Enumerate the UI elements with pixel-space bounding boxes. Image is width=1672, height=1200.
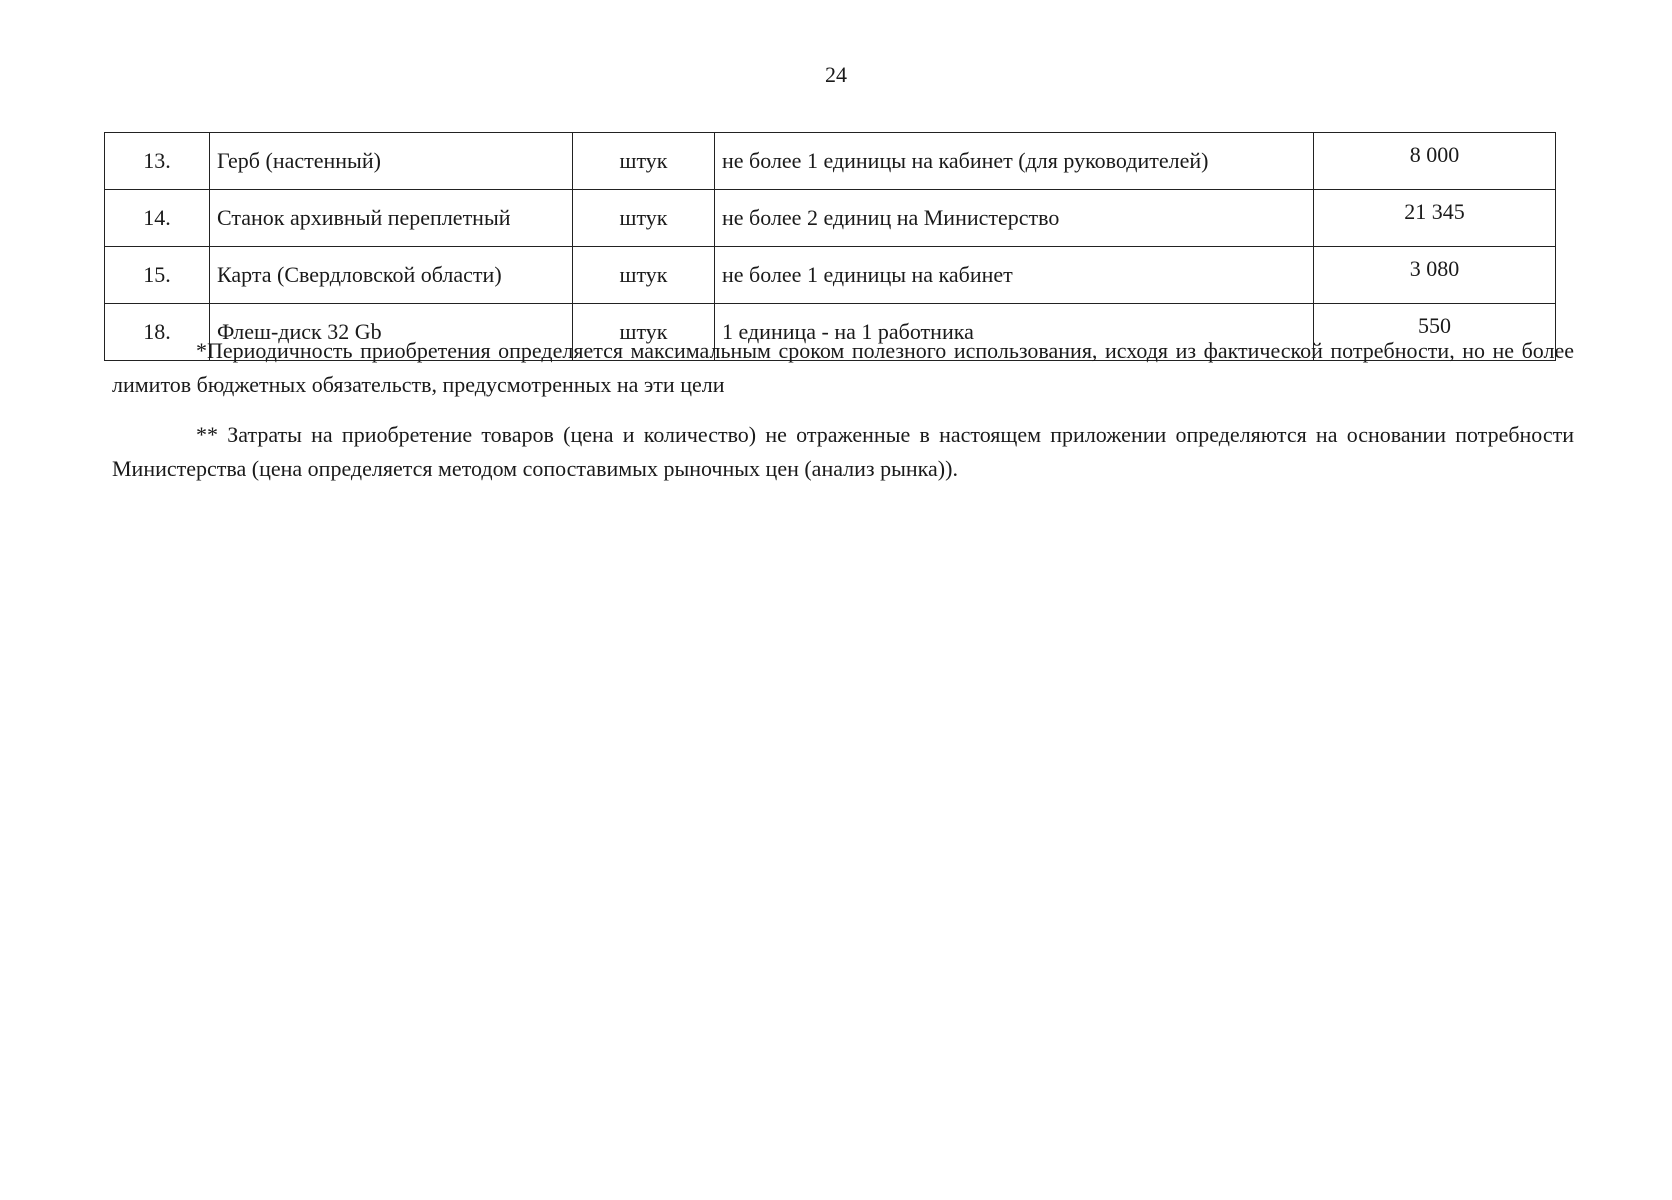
item-norm: не более 2 единиц на Министерство [715, 190, 1314, 247]
footnote-costs [112, 418, 1574, 486]
table-row [105, 190, 1556, 247]
footnote-costs-text: ** Затраты на приобретение товаров (цена и количество) не отраженные в настоящем приложении определяются на основании потребности Министерства (цена определяется методом сопоставимых рыночных цен (анализ рынка)). [112, 422, 1574, 481]
item-unit: штук [573, 190, 715, 247]
row-number: 15. [105, 247, 210, 304]
row-number: 14. [105, 190, 210, 247]
item-name: Флеш-диск 32 Gb [210, 304, 573, 361]
item-price: 8 000 [1314, 133, 1556, 190]
item-norm: не более 1 единицы на кабинет (для руководителей) [715, 133, 1314, 190]
norms-table [104, 132, 1556, 361]
table-row [105, 133, 1556, 190]
table-row [105, 247, 1556, 304]
footnote-periodicity-text: *Периодичность приобретения определяется максимальным сроком полезного использования, исходя из фактической потребности, но не более лимитов бюджетных обязательств, предусмотренных на эти цели [112, 338, 1574, 397]
row-number: 18. [105, 304, 210, 361]
item-unit: штук [573, 247, 715, 304]
item-norm: 1 единица - на 1 работника [715, 304, 1314, 361]
item-price: 21 345 [1314, 190, 1556, 247]
item-price: 3 080 [1314, 247, 1556, 304]
item-name: Карта (Свердловской области) [210, 247, 573, 304]
item-unit: штук [573, 133, 715, 190]
item-norm: не более 1 единицы на кабинет [715, 247, 1314, 304]
item-name: Станок архивный переплетный [210, 190, 573, 247]
item-name: Герб (настенный) [210, 133, 573, 190]
item-unit: штук [573, 304, 715, 361]
page-number: 24 [825, 62, 847, 87]
footnote-periodicity [112, 334, 1574, 402]
item-price: 550 [1314, 304, 1556, 361]
row-number: 13. [105, 133, 210, 190]
